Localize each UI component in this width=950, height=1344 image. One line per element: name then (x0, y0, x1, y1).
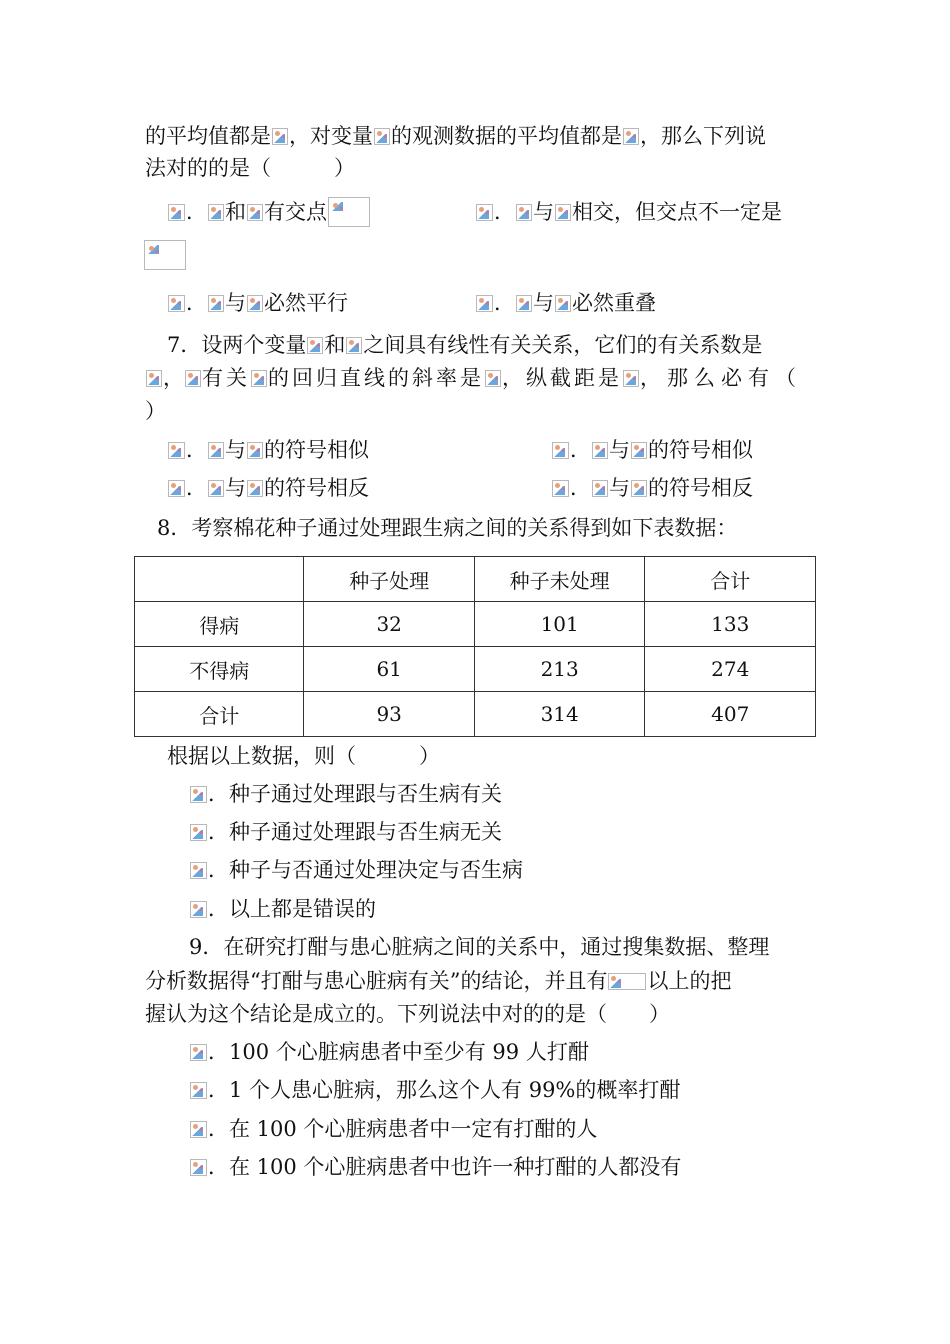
formula-image-icon (208, 480, 224, 497)
formula-image-icon (272, 128, 288, 145)
option-letter-image-icon (168, 480, 185, 497)
q9-option-d: ．在 100 个心脏病患者中也许一种打酣的人都没有 (189, 1152, 681, 1182)
formula-image-icon (208, 442, 224, 459)
formula-image-icon (623, 128, 639, 145)
option-letter-image-icon (190, 824, 207, 841)
q8-stem: 8．考察棉花种子通过处理跟生病之间的关系得到如下表数据： (157, 516, 738, 540)
formula-image-icon (328, 197, 370, 227)
formula-image-icon (307, 337, 323, 354)
formula-image-icon (592, 442, 608, 459)
option-letter-image-icon (190, 901, 207, 918)
q9-option-b: ．1 个人患心脏病，那么这个人有 99%的概率打酣 (189, 1075, 680, 1105)
option-letter-image-icon (168, 295, 185, 312)
formula-image-icon (608, 973, 646, 990)
q8-option-b: ．种子通过处理跟与否生病无关 (189, 817, 502, 847)
q6-option-d: ． 与 必然重叠 (475, 288, 656, 318)
option-letter-image-icon (476, 295, 493, 312)
q7-stem-line1: 7．设两个变量 和 之间具有线性有关关系，它们的有关系数是 (167, 333, 763, 357)
option-letter-image-icon (168, 204, 185, 221)
formula-image-icon (185, 370, 201, 387)
table-header-cell (135, 557, 304, 602)
table-row (135, 692, 816, 737)
formula-image-icon (516, 204, 532, 221)
q9-option-a: ．100 个心脏病患者中至少有 99 人打酣 (189, 1037, 589, 1067)
formula-image-icon (516, 295, 532, 312)
q7-option-a: ． 与 的符号相似 (167, 435, 369, 465)
table-row (135, 602, 816, 647)
table-cell: 213 (474, 647, 645, 692)
table-header-cell: 种子处理 (304, 557, 474, 602)
q9-option-c: ．在 100 个心脏病患者中一定有打酣的人 (189, 1114, 597, 1144)
formula-image-icon (208, 295, 224, 312)
q8-option-c: ．种子与否通过处理决定与否生病 (189, 855, 523, 885)
option-letter-image-icon (552, 442, 569, 459)
q6-option-b-cont (143, 240, 187, 270)
table-header-row (135, 557, 816, 602)
q8-option-a: ．种子通过处理跟与否生病有关 (189, 779, 502, 809)
q9-stem-line3: 握认为这个结论是成立的。下列说法中对的的是（ ） (145, 1002, 670, 1026)
q8-data-table (134, 556, 816, 737)
table-cell: 407 (645, 692, 816, 737)
option-letter-image-icon (168, 442, 185, 459)
q7-stem-line2: ， 有关 的回归直线的斜率是 ，纵截距是 ，那么必有（ (145, 363, 802, 393)
q8-after-table: 根据以上数据，则（ ） (167, 744, 440, 768)
option-letter-image-icon (190, 1121, 207, 1138)
table-cell: 不得病 (135, 647, 304, 692)
table-cell: 32 (304, 602, 474, 647)
formula-image-icon (208, 204, 224, 221)
q8-option-d: ．以上都是错误的 (189, 894, 376, 924)
q9-stem-line1: 9．在研究打酣与患心脏病之间的关系中，通过搜集数据、整理 (189, 935, 770, 959)
formula-image-icon (485, 370, 501, 387)
formula-image-icon (374, 128, 390, 145)
table-cell: 101 (474, 602, 645, 647)
table-cell: 314 (474, 692, 645, 737)
q6-stem-line2: 法对的的是（ ） (145, 156, 355, 180)
table-header-cell: 合计 (645, 557, 816, 602)
q6-option-b: ． 与 相交，但交点不一定是 (475, 197, 782, 227)
table-row (135, 647, 816, 692)
table-cell: 93 (304, 692, 474, 737)
option-letter-image-icon (190, 1082, 207, 1099)
table-cell: 61 (304, 647, 474, 692)
option-letter-image-icon (190, 862, 207, 879)
formula-image-icon (631, 480, 647, 497)
formula-image-icon (251, 370, 267, 387)
formula-image-icon (555, 295, 571, 312)
q7-option-d: ． 与 的符号相反 (551, 473, 753, 503)
formula-image-icon (346, 337, 362, 354)
table-header-cell: 种子未处理 (474, 557, 645, 602)
formula-image-icon (247, 480, 263, 497)
q6-option-c: ． 与 必然平行 (167, 288, 348, 318)
option-letter-image-icon (190, 1044, 207, 1061)
q9-stem-line2: 分析数据得“打酣与患心脏病有关”的结论，并且有 以上的把 (145, 969, 732, 993)
formula-image-icon (247, 204, 263, 221)
q7-option-b: ． 与 的符号相似 (551, 435, 753, 465)
option-letter-image-icon (552, 480, 569, 497)
formula-image-icon (146, 370, 162, 387)
formula-image-icon (623, 370, 639, 387)
q7-option-c: ． 与 的符号相反 (167, 473, 369, 503)
table-cell: 合计 (135, 692, 304, 737)
table-cell: 得病 (135, 602, 304, 647)
q6-option-a: ． 和 有交点 (167, 197, 371, 227)
q7-stem-line3: ） (145, 399, 166, 423)
q6-stem-line1: 的平均值都是 ，对变量 的观测数据的平均值都是 ，那么下列说 (145, 124, 766, 148)
formula-image-icon (247, 295, 263, 312)
formula-image-icon (247, 442, 263, 459)
table-cell: 133 (645, 602, 816, 647)
formula-image-icon (631, 442, 647, 459)
formula-image-icon (592, 480, 608, 497)
table-cell: 274 (645, 647, 816, 692)
option-letter-image-icon (190, 1159, 207, 1176)
option-letter-image-icon (476, 204, 493, 221)
formula-image-icon (144, 240, 186, 270)
formula-image-icon (555, 204, 571, 221)
option-letter-image-icon (190, 786, 207, 803)
